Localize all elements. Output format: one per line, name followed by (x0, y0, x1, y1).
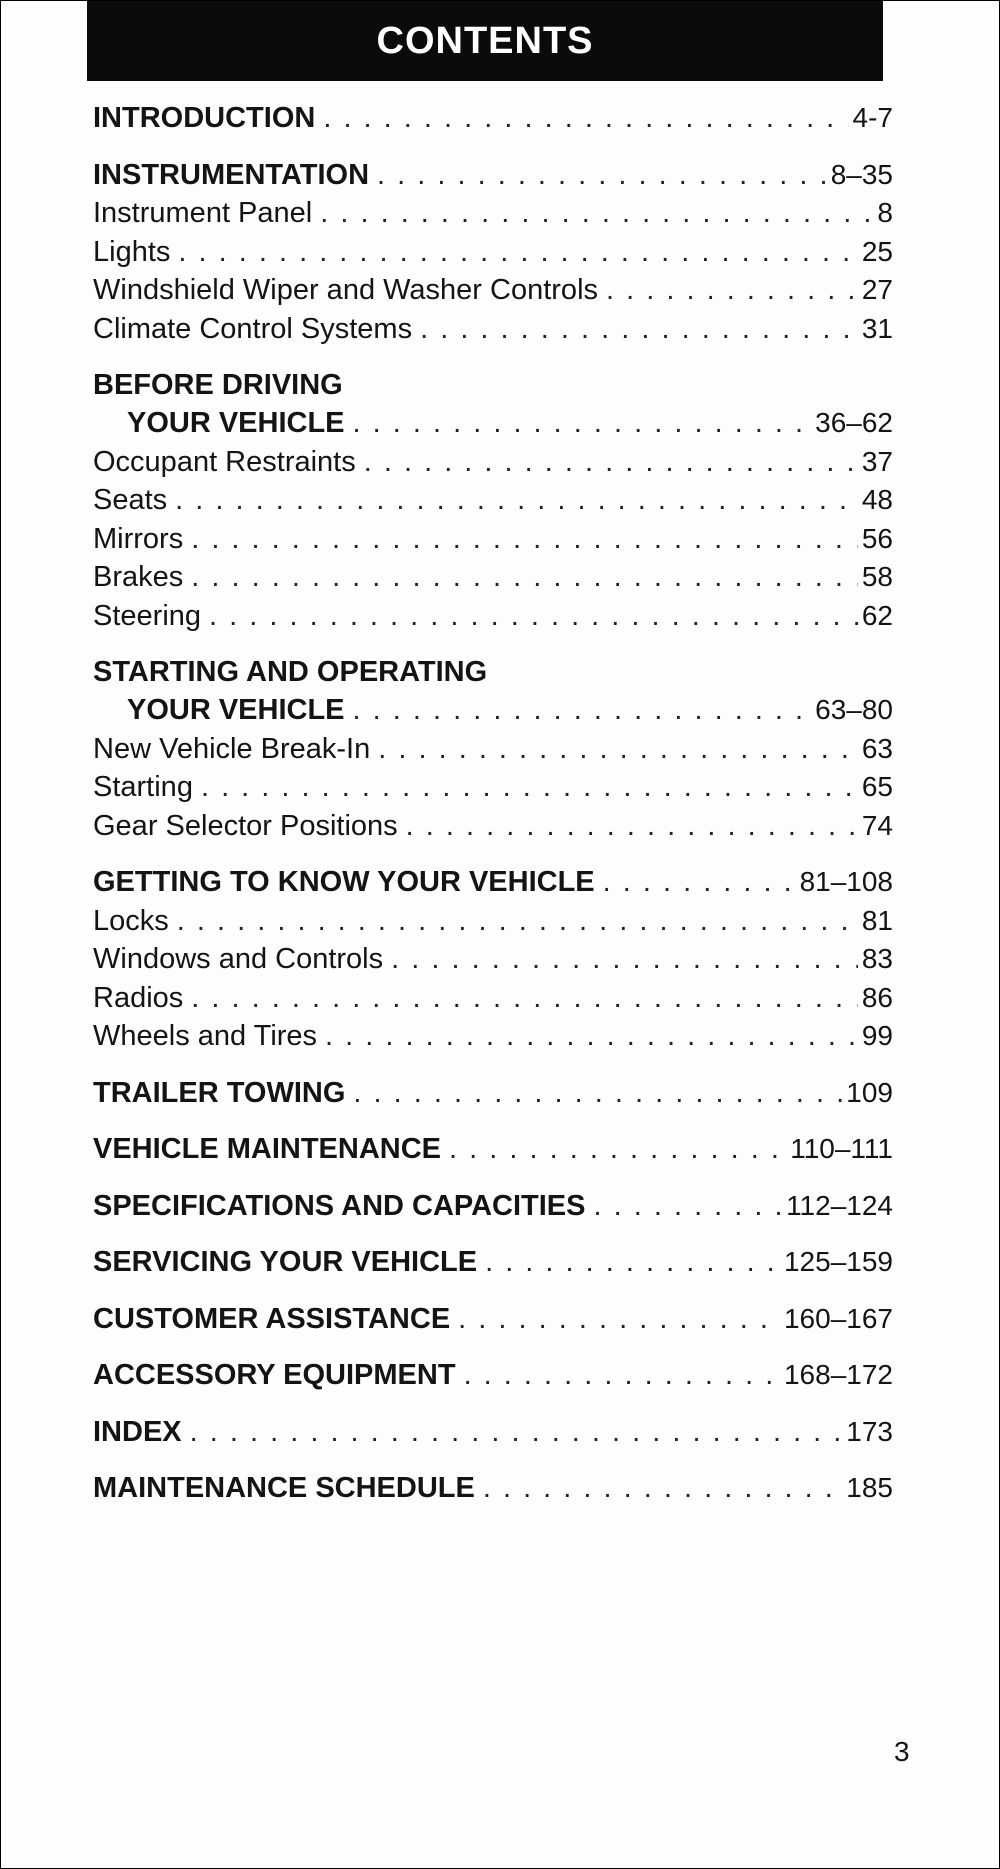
toc-entry-pages: 62 (861, 599, 893, 631)
toc-entry-pages: 48 (861, 484, 893, 515)
toc-entry-label: Radios (93, 981, 184, 1014)
dot-leader (485, 1243, 780, 1281)
dot-leader (353, 691, 812, 729)
toc-subentry[interactable] (93, 481, 893, 520)
toc-entry-pages: 8–35 (830, 158, 893, 190)
toc-entry[interactable] (93, 863, 893, 902)
toc-entry-pages: 36–62 (815, 407, 893, 438)
toc-subentry[interactable] (93, 194, 893, 233)
toc-subentry[interactable] (93, 807, 893, 846)
dot-leader (483, 1469, 842, 1507)
toc-entry-pages: 112–124 (786, 1189, 893, 1221)
toc-entry-label: TRAILER TOWING (93, 1076, 346, 1109)
dot-leader (177, 902, 858, 940)
dot-leader (201, 768, 858, 806)
toc-entry[interactable] (93, 1300, 893, 1339)
toc-entry-pages: 63–80 (815, 694, 893, 725)
toc-entry-label: Mirrors (93, 522, 184, 555)
dot-leader (603, 863, 796, 901)
toc-entry-label: Wheels and Tires (93, 1020, 318, 1052)
toc-subentry[interactable] (93, 902, 893, 941)
table-of-contents (93, 99, 893, 1508)
toc-entry-label: INDEX (93, 1415, 182, 1448)
toc-entry[interactable] (93, 1469, 893, 1508)
toc-entry-label: MAINTENANCE SCHEDULE (93, 1472, 475, 1504)
dot-leader (190, 1413, 843, 1451)
toc-subentry[interactable] (93, 597, 893, 636)
dot-leader (377, 156, 827, 194)
toc-entry-pages: 63 (861, 732, 893, 764)
toc-entry-label: CUSTOMER ASSISTANCE (93, 1302, 451, 1335)
toc-subentry[interactable] (93, 520, 893, 559)
toc-entry-pages: 160–167 (783, 1302, 893, 1334)
toc-subentry[interactable] (93, 768, 893, 807)
dot-leader (325, 1017, 858, 1055)
toc-subentry[interactable] (93, 558, 893, 597)
toc-subentry[interactable] (93, 940, 893, 979)
toc-entry-label: Locks (93, 904, 169, 937)
toc-subentry[interactable] (93, 233, 893, 272)
dot-leader (191, 558, 858, 596)
toc-entry-pages: 8 (877, 197, 893, 228)
dot-leader (320, 194, 873, 232)
toc-entry-label: INSTRUMENTATION (93, 158, 370, 191)
toc-entry[interactable] (93, 1074, 893, 1113)
toc-entry-pages: 83 (861, 943, 893, 974)
toc-entry[interactable] (93, 404, 893, 443)
toc-entry-pages: 81–108 (799, 866, 893, 897)
toc-entry-label: Steering (93, 599, 202, 632)
toc-entry-label-line1: STARTING AND OPERATING (93, 656, 488, 688)
toc-entry[interactable] (93, 1356, 893, 1395)
page-number: 3 (894, 1736, 910, 1767)
toc-entry-label: Occupant Restraints (93, 445, 356, 478)
toc-entry-pages: 168–172 (783, 1359, 893, 1390)
toc-entry-label: Brakes (93, 561, 184, 593)
toc-entry-label: SERVICING YOUR VEHICLE (93, 1246, 478, 1278)
toc-entry-pages: 31 (861, 312, 893, 344)
dot-leader (420, 310, 858, 348)
dot-leader (175, 481, 858, 519)
toc-entry[interactable] (93, 691, 893, 730)
toc-entry-pages: 37 (861, 445, 893, 477)
toc-entry-pages: 58 (861, 561, 893, 592)
toc-entry[interactable] (93, 99, 893, 138)
toc-entry[interactable] (93, 156, 893, 195)
dot-leader (364, 443, 858, 481)
toc-entry-label-line1: BEFORE DRIVING (93, 369, 343, 401)
dot-leader (458, 1300, 780, 1338)
toc-entry-label: SPECIFICATIONS AND CAPACITIES (93, 1189, 586, 1222)
toc-subentry[interactable] (93, 979, 893, 1018)
dot-leader (594, 1187, 783, 1225)
toc-entry-label: YOUR VEHICLE (127, 407, 345, 439)
dot-leader (391, 940, 858, 978)
toc-entry-label: Windows and Controls (93, 943, 384, 975)
dot-leader (378, 730, 858, 768)
toc-entry-label: Climate Control Systems (93, 312, 413, 345)
dot-leader (191, 979, 858, 1017)
toc-entry-label: INTRODUCTION (93, 102, 316, 134)
toc-entry-label: New Vehicle Break-In (93, 732, 371, 765)
toc-subentry[interactable] (93, 1017, 893, 1056)
toc-entry-pages: 125–159 (783, 1246, 893, 1277)
toc-subentry[interactable] (93, 730, 893, 769)
toc-entry-label: VEHICLE MAINTENANCE (93, 1133, 442, 1165)
toc-entry-pages: 74 (861, 809, 893, 841)
toc-subentry[interactable] (93, 271, 893, 310)
toc-entry[interactable] (93, 1413, 893, 1452)
toc-entry-pages: 109 (846, 1076, 893, 1108)
toc-entry[interactable] (93, 1187, 893, 1226)
toc-entry-pages: 4-7 (852, 102, 893, 133)
toc-entry-label: ACCESSORY EQUIPMENT (93, 1359, 456, 1391)
toc-entry-pages: 99 (861, 1020, 893, 1051)
dot-leader (353, 404, 812, 442)
toc-entry-label: Starting (93, 771, 193, 803)
toc-entry-pages: 110–111 (790, 1133, 893, 1164)
dot-leader (606, 271, 858, 309)
toc-entry[interactable] (93, 1243, 893, 1282)
dot-leader (191, 520, 858, 558)
dot-leader (178, 233, 857, 271)
toc-entry-pages: 25 (861, 235, 893, 267)
toc-entry[interactable] (93, 1130, 893, 1169)
dot-leader (406, 807, 858, 845)
toc-entry-label: Gear Selector Positions (93, 809, 398, 842)
toc-entry-label: GETTING TO KNOW YOUR VEHICLE (93, 866, 595, 898)
toc-entry-label: Seats (93, 484, 168, 516)
toc-entry-pages: 173 (846, 1415, 893, 1447)
dot-leader (464, 1356, 780, 1394)
dot-leader (209, 597, 858, 635)
toc-entry-label: Instrument Panel (93, 197, 313, 229)
dot-leader (353, 1074, 842, 1112)
toc-entry-label: Lights (93, 235, 171, 268)
toc-entry-label: Windshield Wiper and Washer Controls (93, 274, 599, 306)
toc-subentry[interactable] (93, 443, 893, 482)
toc-entry-pages: 81 (861, 904, 893, 936)
toc-subentry[interactable] (93, 310, 893, 349)
contents-title: CONTENTS (87, 1, 883, 81)
dot-leader (449, 1130, 786, 1168)
toc-entry-label: YOUR VEHICLE (127, 694, 345, 726)
toc-entry-pages: 56 (861, 522, 893, 554)
toc-entry-pages: 27 (861, 274, 893, 305)
toc-entry-pages: 185 (846, 1472, 893, 1503)
toc-entry-pages: 86 (861, 981, 893, 1013)
dot-leader (323, 99, 848, 137)
toc-entry-pages: 65 (861, 771, 893, 802)
